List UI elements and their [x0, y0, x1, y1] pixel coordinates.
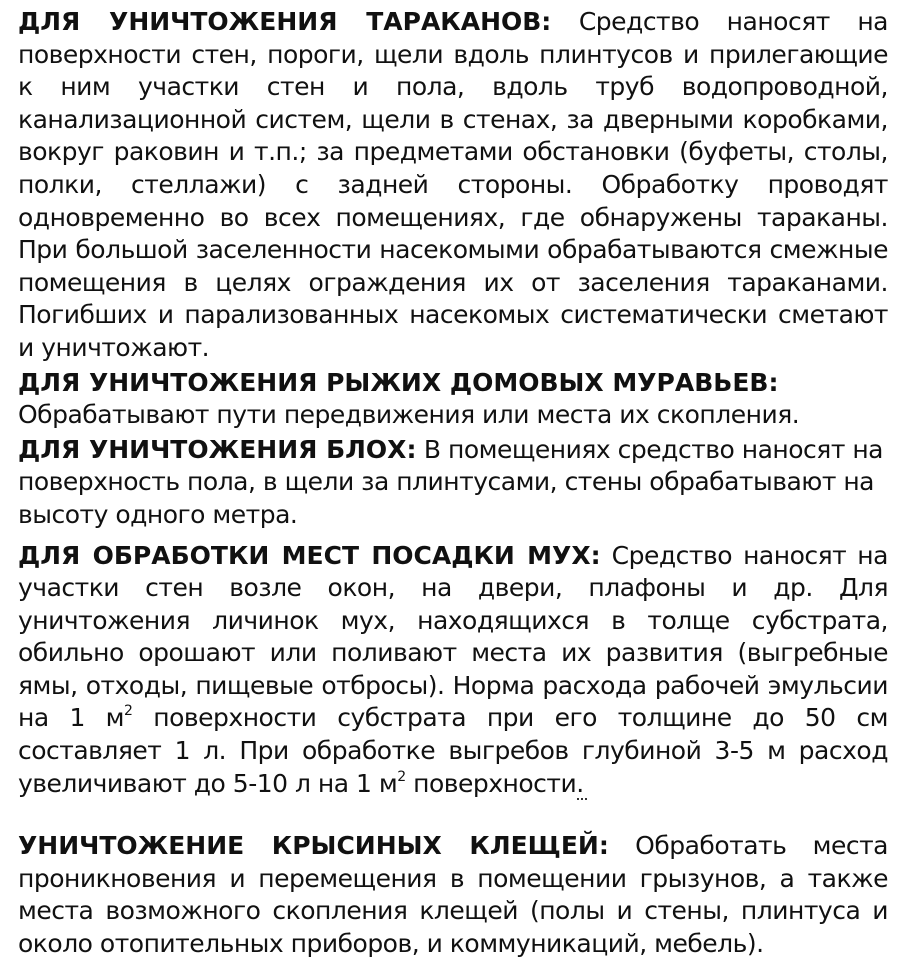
- section-heading: ДЛЯ УНИЧТОЖЕНИЯ ТАРАКАНОВ:: [18, 7, 552, 36]
- superscript-squared: 2: [397, 768, 406, 785]
- section-text: Обрабатывают пути передвижения или места их скопления.: [18, 400, 800, 430]
- superscript-squared: 2: [124, 703, 133, 720]
- section-ants: [18, 367, 888, 432]
- section-heading: ДЛЯ ОБРАБОТКИ МЕСТ ПОСАДКИ МУХ:: [18, 540, 601, 570]
- section-text: поверхности.: [405, 768, 584, 798]
- section-heading: ДЛЯ УНИЧТОЖЕНИЯ БЛОХ:: [18, 434, 417, 464]
- section-text: Средство наносят на поверхности стен, пороги, щели вдоль плинтусов и прилегающие к ним участки стен и пола, вдоль труб водопроводной, канализационной систем, щели в стенах, за дверными коробками, вокруг раковин и т.п.; за предметами обстановки (буфеты, столы, полки, стеллажи) с задней стороны. Обработку проводят одновременно во всех помещениях, где обнаружены тараканы. При большой заселенности насекомыми обрабатываются смежные помещения в целях ограждения их от заселения тараканами. Погибших и парализованных насекомых систематически сметают и уничтожают.: [18, 7, 888, 362]
- section-text: поверхности субстрата при его толщине до 50 см составляет 1 л. При обработке выгребов глубиной 3-5 м расход увеличивают до 5-10 л на 1 м: [18, 703, 888, 798]
- section-text: В помещениях средство наносят на поверхность пола, в щели за плинтусами, стены обрабатывают на высоту одного метра.: [18, 434, 883, 529]
- section-text: Средство наносят на участки стен возле окон, на двери, плафоны и др. Для уничтожения личинок мух, находящихся в толще субстрата, обильно орошают или поливают места их развития (выгребные ямы, отходы, пищевые отбросы). Норма расхода рабочей эмульсии на 1 м: [18, 540, 888, 733]
- section-cockroaches: [18, 6, 888, 365]
- section-flies: [18, 540, 888, 801]
- section-heading: ДЛЯ УНИЧТОЖЕНИЯ РЫЖИХ ДОМОВЫХ МУРАВЬЕВ:: [18, 367, 779, 397]
- section-fleas: [18, 434, 888, 532]
- section-heading: УНИЧТОЖЕНИЕ КРЫСИНЫХ КЛЕЩЕЙ:: [18, 831, 609, 861]
- section-text: Обработать места проникновения и перемещения в помещении грызунов, а также места возможного скопления клещей (полы и стены, плинтуса и около отопительных приборов, и коммуникаций, мебель).: [18, 831, 888, 959]
- instruction-document: [18, 6, 888, 961]
- section-rat-mites: [18, 830, 888, 960]
- scan-speck-mark: [577, 798, 587, 802]
